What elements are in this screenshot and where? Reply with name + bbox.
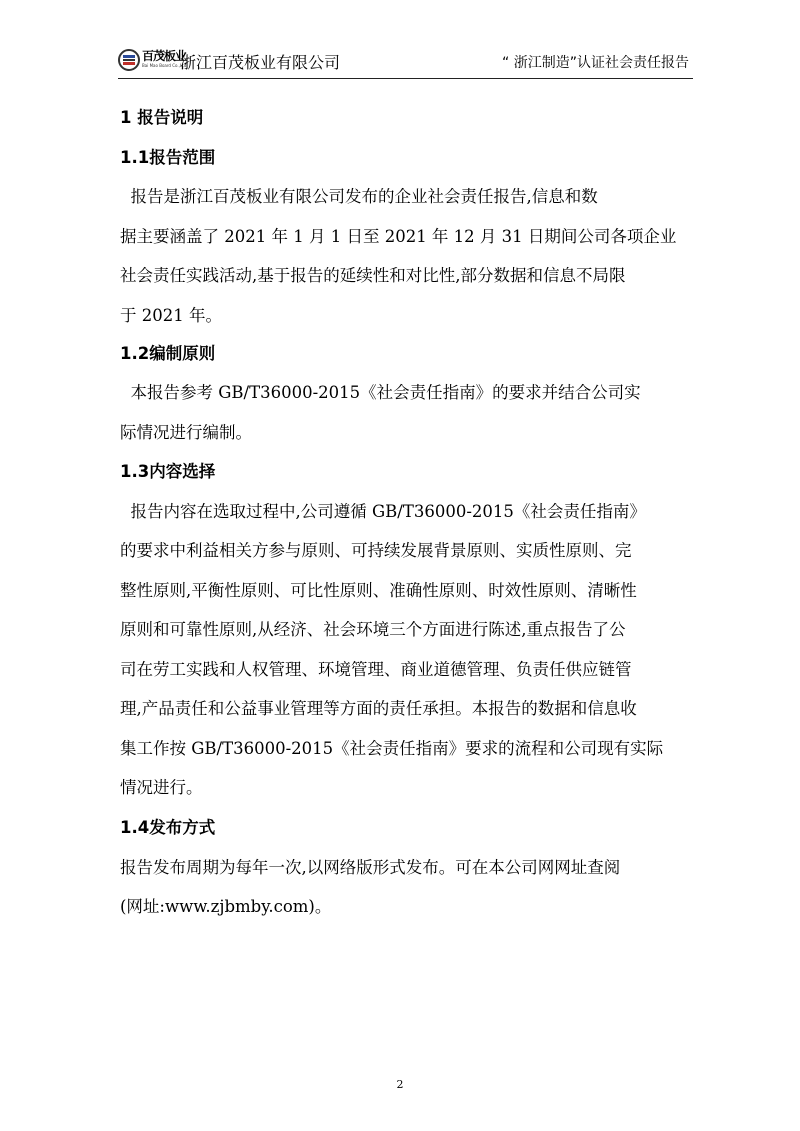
section-heading: 1.1报告范围 (120, 148, 216, 167)
paragraph-line: 理,产品责任和公益事业管理等方面的责任承担。本报告的数据和信息收 (120, 699, 637, 718)
logo-text: 百茂板业 (142, 49, 187, 63)
company-logo-icon (118, 48, 140, 72)
page-number: 2 (396, 1078, 404, 1091)
paragraph-line: (网址:www.zjbmby.com)。 (120, 897, 332, 916)
section-heading: 1.4发布方式 (120, 818, 216, 837)
paragraph-line: 报告内容在选取过程中,公司遵循 GB/T36000-2015《社会责任指南》 (120, 502, 646, 521)
paragraph-line: 司在劳工实践和人权管理、环境管理、商业道德管理、负责任供应链管 (120, 660, 632, 679)
company-name: 浙江百茂板业有限公司 (180, 53, 341, 72)
paragraph-line: 情况进行。 (120, 778, 203, 797)
paragraph-line: 集工作按 GB/T36000-2015《社会责任指南》要求的流程和公司现有实际 (120, 739, 664, 758)
paragraph-line: 原则和可靠性原则,从经济、社会环境三个方面进行陈述,重点报告了公 (120, 620, 626, 639)
paragraph-line: 报告是浙江百茂板业有限公司发布的企业社会责任报告,信息和数 (120, 187, 598, 206)
paragraph-line: 的要求中利益相关方参与原则、可持续发展背景原则、实质性原则、完 (120, 541, 632, 560)
paragraph-line: 整性原则,平衡性原则、可比性原则、准确性原则、时效性原则、清晰性 (120, 581, 637, 600)
page-header (118, 44, 693, 79)
report-title: “ 浙江制造”认证社会责任报告 (502, 55, 689, 71)
logo-subtext: Bai Mao Board Co.,Ltd. (142, 63, 188, 68)
paragraph-line: 报告发布周期为每年一次,以网络版形式发布。可在本公司网网址查阅 (120, 858, 621, 877)
paragraph-line: 据主要涵盖了 2021 年 1 月 1 日至 2021 年 12 月 31 日期间公司各项企业 (120, 227, 677, 246)
paragraph-line: 际情况进行编制。 (120, 423, 252, 442)
section-heading: 1 报告说明 (120, 108, 204, 127)
section-heading: 1.3内容选择 (120, 462, 216, 481)
section-heading: 1.2编制原则 (120, 344, 216, 363)
paragraph-line: 社会责任实践活动,基于报告的延续性和对比性,部分数据和信息不局限 (120, 266, 626, 285)
paragraph-line: 于 2021 年。 (120, 306, 222, 325)
paragraph-line: 本报告参考 GB/T36000-2015《社会责任指南》的要求并结合公司实 (120, 383, 641, 402)
